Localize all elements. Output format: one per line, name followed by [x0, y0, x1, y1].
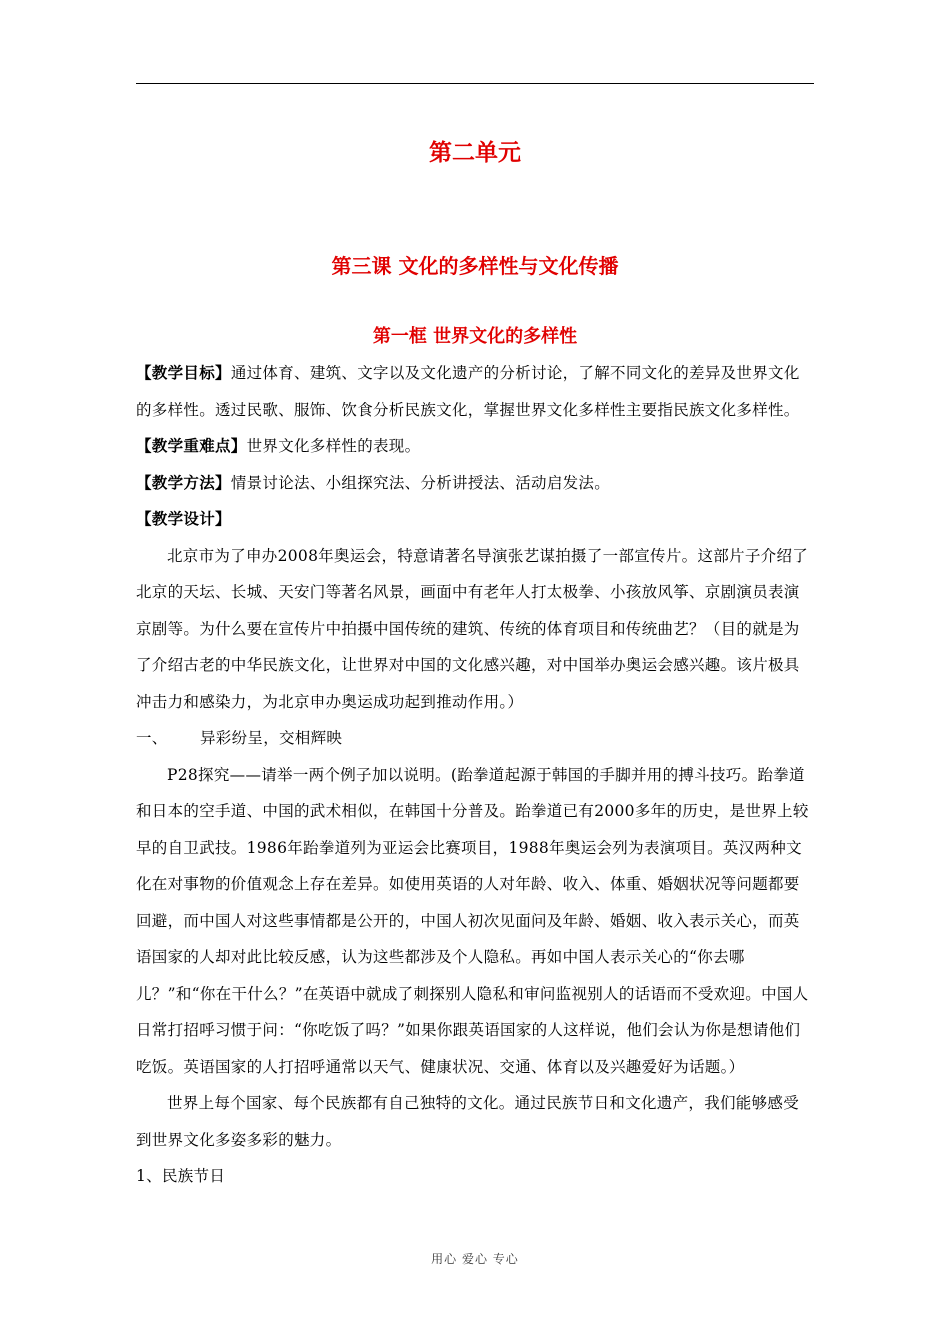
section-title: 异彩纷呈，交相辉映 [200, 729, 343, 747]
section-heading [136, 720, 814, 757]
objectives-paragraph [136, 355, 814, 428]
key-points-label: 【教学重难点】 [136, 437, 247, 455]
summary-paragraph: 世界上每个国家、每个民族都有自己独特的文化。通过民族节日和文化遗产，我们能够感受到世界文化多姿多彩的魅力。 [136, 1094, 800, 1149]
methods-text: 情景讨论法、小组探究法、分析讲授法、活动启发法。 [230, 473, 611, 492]
key-points-text: 世界文化多样性的表现。 [246, 437, 421, 455]
document-body [136, 355, 814, 1195]
explore-paragraph: P28探究——请举一两个例子加以说明。(跆拳道起源于韩国的手脚并用的搏斗技巧。跆拳道和日本的空手道、中国的武术相似，在韩国十分普及。跆拳道已有2000多年的历史，是世界上较早的自卫武技。1986年跆拳道列为亚运会比赛项目，1988年奥运会列为表演项目。英汉两种文化在对事物的价值观念上存在差异。如使用英语的人对年龄、收入、体重、婚姻状况等问题都要回避，而中国人对这些事情都是公开的，中国人初次见面问及年龄、婚姻、收入表示关心，而英语国家的人却对此比较反感，认为这些都涉及个人隐私。再如中国人表示关心的“你去哪儿？”和“你在干什么？”在英语中就成了刺探别人隐私和审问监视别人的话语而不受欢迎。中国人日常打招呼习惯于问：“你吃饭了吗？”如果你跟英语国家的人这样说，他们会认为你是想请他们吃饭。英语国家的人打招呼通常以天气、健康状况、交通、体育以及兴趣爱好为话题。） [136, 765, 809, 1076]
frame-title: 第一框 世界文化的多样性 [372, 326, 578, 347]
objectives-text: 通过体育、建筑、文字以及文化遗产的分析讨论，了解不同文化的差异及世界文化的多样性。透过民歌、服饰、饮食分析民族文化，掌握世界文化多样性主要指民族文化多样性。 [136, 364, 800, 419]
methods-label: 【教学方法】 [136, 473, 231, 492]
header-rule [136, 83, 814, 84]
design-label: 【教学设计】 [136, 510, 231, 528]
unit-title: 第二单元 [429, 140, 521, 166]
key-points-paragraph [136, 428, 814, 465]
design-paragraph [136, 501, 814, 538]
objectives-label: 【教学目标】 [136, 364, 231, 382]
intro-paragraph: 北京市为了申办2008年奥运会，特意请著名导演张艺谋拍摄了一部宣传片。这部片子介绍了北京的天坛、长城、天安门等著名风景，画面中有老年人打太极拳、小孩放风筝、京剧演员表演京剧等。为什么要在宣传片中拍摄中国传统的建筑、传统的体育项目和传统曲艺？（目的就是为了介绍古老的中华民族文化，让世界对中国的文化感兴趣，对中国举办奥运会感兴趣。该片极具冲击力和感染力，为北京申办奥运成功起到推动作用。） [136, 546, 809, 711]
subsection-heading: 1、民族节日 [136, 1167, 226, 1185]
methods-paragraph [136, 465, 814, 502]
section-number: 一、 [136, 729, 168, 747]
page-footer: 用心 爱心 专心 [431, 1252, 519, 1266]
lesson-title: 第三课 文化的多样性与文化传播 [331, 254, 619, 278]
